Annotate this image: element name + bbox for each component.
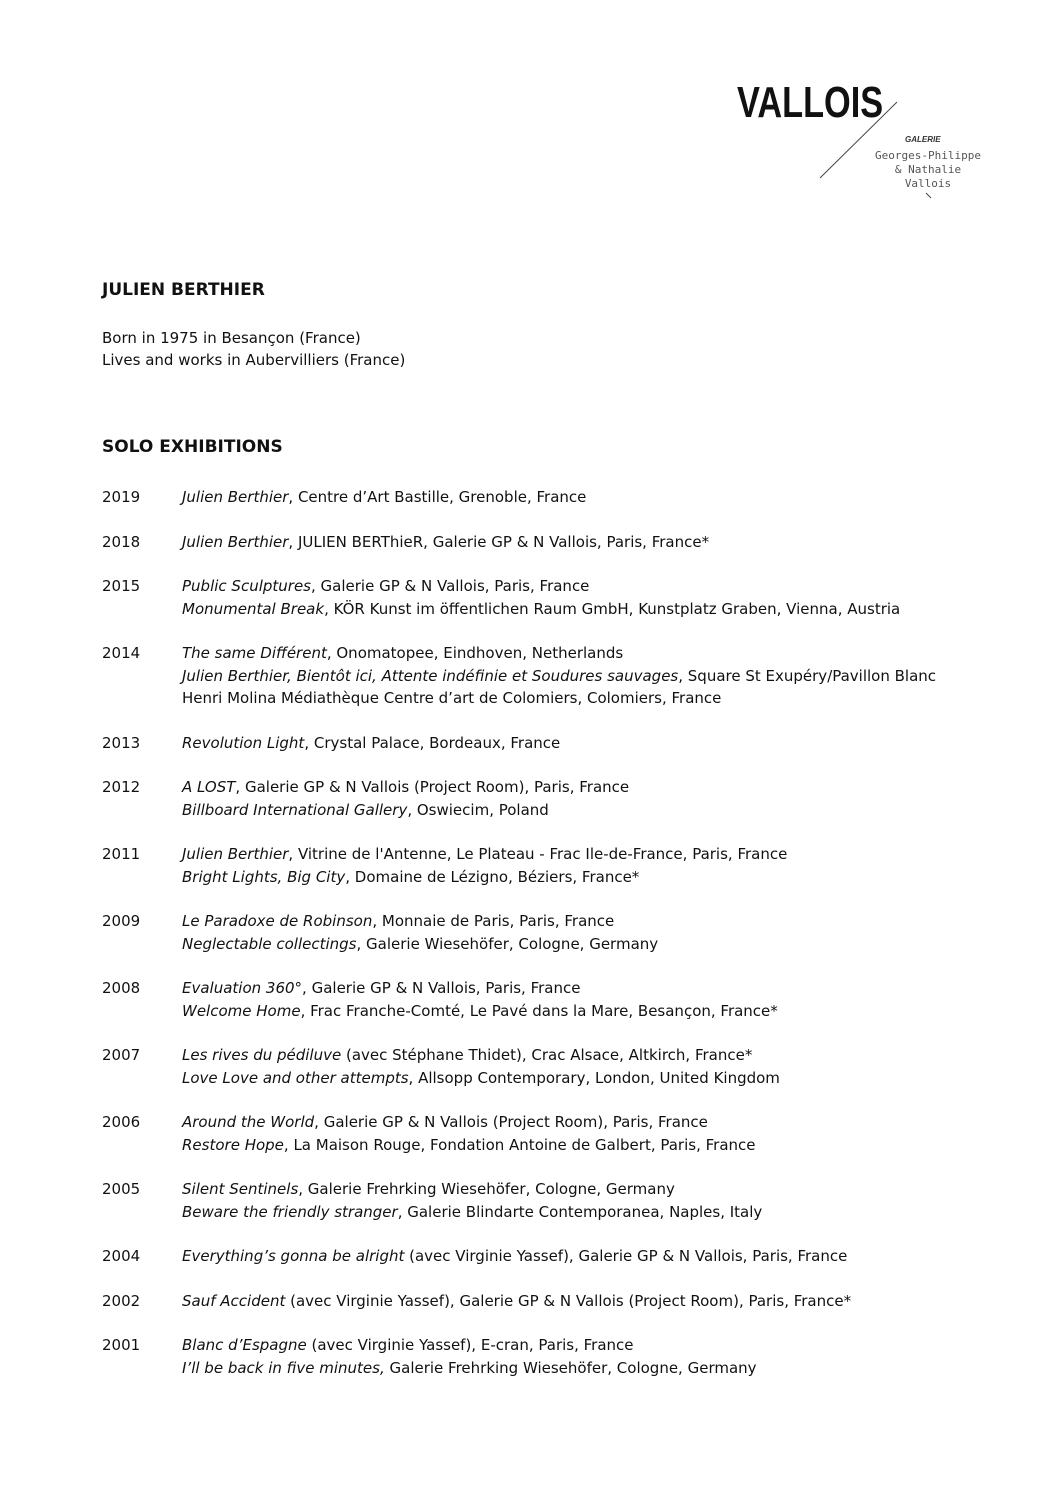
exhibition-year-row [102, 1178, 1002, 1223]
exhibition-list [102, 486, 1002, 1401]
exhibition-year-row [102, 910, 1002, 955]
exhibition-entry [182, 866, 1002, 889]
exhibition-entry [182, 1000, 1002, 1023]
exhibition-venue: , Frac Franche-Comté, Le Pavé dans la Mare, Besançon, France* [300, 1001, 778, 1020]
exhibition-title: Monumental Break [182, 599, 325, 618]
logo-sub-line: Vallois [904, 177, 952, 190]
exhibition-entry [182, 1044, 1002, 1067]
artist-name: JULIEN BERTHIER [102, 280, 265, 300]
exhibition-entries [182, 1290, 1002, 1313]
exhibition-title: I’ll be back in five minutes, [182, 1358, 385, 1377]
exhibition-title: Julien Berthier [182, 845, 289, 863]
exhibition-entries [182, 910, 1002, 955]
exhibition-venue: , Galerie GP & N Vallois (Project Room), Paris, France [314, 1113, 708, 1131]
exhibition-entries [182, 776, 1002, 821]
exhibition-year-row [102, 642, 1002, 710]
exhibition-title: Billboard International Gallery [182, 800, 408, 819]
exhibition-entry [182, 799, 1002, 822]
exhibition-title: Bright Lights, Big City [182, 867, 346, 886]
exhibition-entries [182, 642, 1002, 710]
exhibition-entry [182, 1201, 1002, 1224]
exhibition-title: Love Love and other attempts [182, 1068, 409, 1087]
exhibition-year: 2009 [102, 912, 141, 930]
exhibition-title: Julien Berthier [182, 488, 289, 506]
exhibition-venue: (avec Stéphane Thidet), Crac Alsace, Altkirch, France* [341, 1046, 753, 1064]
exhibition-year-row [102, 977, 1002, 1022]
exhibition-year-row [102, 1111, 1002, 1156]
exhibition-title: Silent Sentinels [182, 1180, 299, 1198]
exhibition-year-row [102, 575, 1002, 620]
exhibition-venue: , Onomatopee, Eindhoven, Netherlands [326, 644, 624, 662]
exhibition-venue: (avec Virginie Yassef), E-cran, Paris, France [306, 1336, 634, 1354]
logo-galerie-label: GALERIE [905, 135, 941, 144]
exhibition-year: 2006 [102, 1113, 141, 1131]
exhibition-venue: , Oswiecim, Poland [407, 800, 549, 819]
exhibition-year: 2002 [102, 1291, 141, 1310]
exhibition-entry [182, 1134, 1002, 1157]
exhibition-venue: , La Maison Rouge, Fondation Antoine de Galbert, Paris, France [283, 1135, 756, 1154]
exhibition-entry [182, 486, 1002, 509]
exhibition-title: Le Paradoxe de Robinson [182, 912, 373, 930]
exhibition-entry [182, 910, 1002, 933]
exhibition-title: Neglectable collectings [182, 934, 357, 953]
exhibition-entries [182, 531, 1002, 554]
exhibition-title: Les rives du pédiluve [182, 1046, 342, 1064]
exhibition-entries [182, 1334, 1002, 1379]
exhibition-title: Sauf Accident [182, 1291, 286, 1310]
exhibition-entry [182, 732, 1002, 755]
exhibition-entry [182, 665, 1002, 688]
exhibition-entry [182, 687, 1002, 710]
exhibition-title: Public Sculptures [182, 577, 311, 595]
exhibition-title: Beware the friendly stranger [182, 1202, 398, 1221]
exhibition-entry [182, 1290, 1002, 1313]
exhibition-venue: (avec Virginie Yassef), Galerie GP & N Vallois (Project Room), Paris, France* [285, 1291, 852, 1310]
exhibition-entries [182, 1245, 1002, 1268]
exhibition-entry [182, 575, 1002, 598]
exhibition-venue: , Galerie Blindarte Contemporanea, Naples, Italy [397, 1202, 763, 1221]
exhibition-entry [182, 1111, 1002, 1134]
exhibition-title: Restore Hope [182, 1135, 284, 1154]
exhibition-title: Around the World [182, 1113, 315, 1131]
exhibition-venue: , KÖR Kunst im öffentlichen Raum GmbH, Kunstplatz Graben, Vienna, Austria [324, 599, 901, 618]
exhibition-venue: (avec Virginie Yassef), Galerie GP & N Vallois, Paris, France [404, 1247, 848, 1265]
exhibition-venue: , Crystal Palace, Bordeaux, France [304, 733, 561, 752]
exhibition-title: Julien Berthier [182, 532, 289, 551]
bio-line-birth: Born in 1975 in Besançon (France) [102, 329, 361, 347]
exhibition-entries [182, 1111, 1002, 1156]
artist-bio [102, 327, 405, 371]
exhibition-entries [182, 1178, 1002, 1223]
exhibition-year-row [102, 1290, 1002, 1313]
exhibition-entry [182, 642, 1002, 665]
exhibition-venue: , Allsopp Contemporary, London, United Kingdom [408, 1068, 780, 1087]
exhibition-year-row [102, 732, 1002, 755]
exhibition-entry [182, 977, 1002, 1000]
exhibition-title: Blanc d’Espagne [182, 1336, 307, 1354]
logo-sub-line: Georges-Philippe [875, 149, 981, 162]
exhibition-year: 2001 [102, 1336, 141, 1354]
exhibition-year: 2005 [102, 1180, 141, 1198]
exhibition-venue: , Centre d’Art Bastille, Grenoble, France [288, 488, 587, 506]
exhibition-title: Revolution Light [182, 733, 305, 752]
exhibition-venue: , Galerie Wiesehöfer, Cologne, Germany [356, 934, 659, 953]
exhibition-venue: , Vitrine de l'Antenne, Le Plateau - Frac Ile-de-France, Paris, France [288, 845, 788, 863]
logo-wordmark: VALLOIS [737, 78, 884, 127]
exhibition-entries [182, 575, 1002, 620]
exhibition-title: Welcome Home [182, 1001, 301, 1020]
exhibition-year-row [102, 486, 1002, 509]
exhibition-title: The same Différent [182, 644, 327, 662]
exhibition-year-row [102, 776, 1002, 821]
logo-owner-names [868, 149, 988, 191]
exhibition-year: 2011 [102, 845, 141, 863]
exhibition-title: Julien Berthier, Bientôt ici, Attente indéfinie et Soudures sauvages [182, 666, 679, 685]
exhibition-year-row [102, 1044, 1002, 1089]
exhibition-venue: Galerie Frehrking Wiesehöfer, Cologne, Germany [384, 1358, 757, 1377]
exhibition-year: 2004 [102, 1247, 141, 1265]
exhibition-title: Everything’s gonna be alright [182, 1247, 405, 1265]
exhibition-venue: , Galerie GP & N Vallois, Paris, France [302, 979, 581, 997]
exhibition-entry [182, 1067, 1002, 1090]
exhibition-entries [182, 977, 1002, 1022]
exhibition-year: 2008 [102, 979, 141, 997]
exhibition-year: 2018 [102, 532, 141, 551]
exhibition-year: 2007 [102, 1046, 141, 1064]
exhibition-year: 2012 [102, 778, 141, 796]
exhibition-year: 2015 [102, 577, 141, 595]
exhibition-entry [182, 843, 1002, 866]
exhibition-year-row [102, 1334, 1002, 1379]
exhibition-venue: , Galerie GP & N Vallois, Paris, France [311, 577, 590, 595]
exhibition-venue: , Domaine de Lézigno, Béziers, France* [345, 867, 640, 886]
section-title: SOLO EXHIBITIONS [102, 437, 283, 457]
exhibition-entry [182, 598, 1002, 621]
exhibition-year-row [102, 843, 1002, 888]
exhibition-entry [182, 776, 1002, 799]
exhibition-year-row [102, 531, 1002, 554]
exhibition-title: A LOST [182, 778, 236, 796]
exhibition-entry [182, 531, 1002, 554]
exhibition-year: 2014 [102, 644, 141, 662]
exhibition-year: 2019 [102, 488, 141, 506]
exhibition-year-row [102, 1245, 1002, 1268]
logo-sub-line: & Nathalie [894, 163, 962, 176]
exhibition-venue: , Galerie Frehrking Wiesehöfer, Cologne, Germany [298, 1180, 675, 1198]
exhibition-venue: , JULIEN BERThieR, Galerie GP & N Vallois, Paris, France* [288, 532, 710, 551]
exhibition-entries [182, 732, 1002, 755]
exhibition-entries [182, 843, 1002, 888]
exhibition-entry [182, 1357, 1002, 1380]
exhibition-entries [182, 1044, 1002, 1089]
exhibition-entries [182, 486, 1002, 509]
exhibition-venue: , Monnaie de Paris, Paris, France [372, 912, 615, 930]
exhibition-venue: , Galerie GP & N Vallois (Project Room), Paris, France [235, 778, 630, 796]
bio-line-residence: Lives and works in Aubervilliers (France) [102, 351, 406, 369]
exhibition-entry [182, 1334, 1002, 1357]
exhibition-venue: Henri Molina Médiathèque Centre d’art de Colomiers, Colomiers, France [182, 689, 722, 707]
exhibition-venue: , Square St Exupéry/Pavillon Blanc [678, 666, 937, 685]
exhibition-year: 2013 [102, 733, 141, 752]
exhibition-title: Evaluation 360° [182, 979, 303, 997]
exhibition-entry [182, 1245, 1002, 1268]
exhibition-entry [182, 933, 1002, 956]
exhibition-entry [182, 1178, 1002, 1201]
